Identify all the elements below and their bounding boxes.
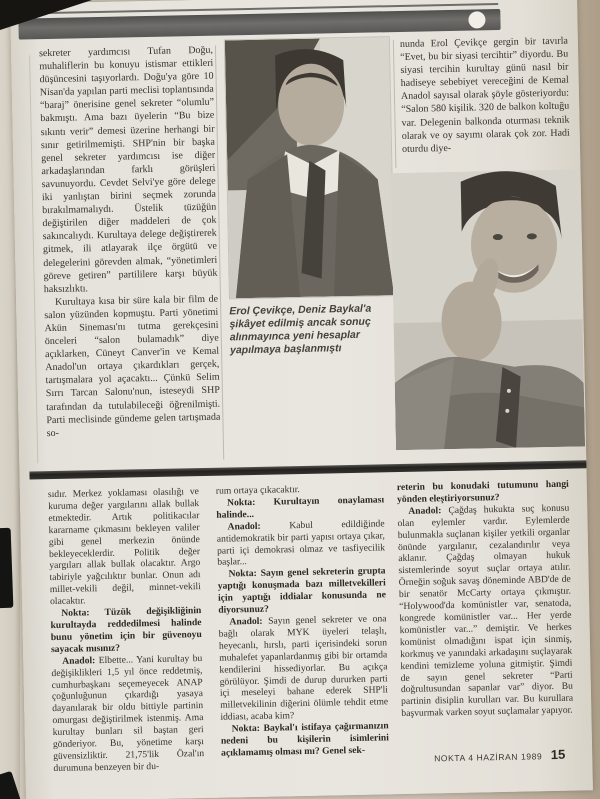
speaker-label: Anadol:: [227, 519, 290, 533]
speaker-label: Anadol:: [229, 615, 269, 628]
issue-date-label: NOKTA 4 HAZİRAN 1989: [434, 751, 543, 764]
paragraph: Nokta: Baykal'ı istifaya çağırmanızın nedeni bu kişilerin isimlerini açıklamamış olması mı? Genel sek-: [220, 720, 389, 759]
paragraph: Anadol: Kabul edildiğinde antidemokratik bir parti yapısı ortaya çıkar, parti içi demokrasi olmaz ve tasfiyecilik başlar...: [216, 518, 386, 569]
photo-caption: Erol Çevikçe, Deniz Baykal'a şikâyet edilmiş ancak sonuç alınmayınca yeni hesaplar yapılmaya başlanmıştı: [229, 302, 372, 357]
paragraph: sıdır. Merkez yoklaması olasılığı ve kuruma değer yargılarını allak bullak etmektedir. Artık politikacılar kararname çıkmasını bekleyen valiler gibi genel merkezin önünde bekleyeceklerdir. Politik değer yargıları allak bullak olacaktır. Argo tabiriyle yağcılıktır bunlar. Onun adı millet-vekili değil, minnet-vekili olacaktır.: [47, 486, 201, 608]
top-column-3: [400, 35, 570, 156]
speaker-label: Nokta:: [231, 722, 264, 735]
speaker-label: Nokta:: [227, 496, 274, 509]
page-body: [10, 0, 593, 799]
speaker-label: Anadol:: [408, 504, 449, 517]
paragraph: Nokta: Sayın genel sekreterin grupta yaptığı konuşmada bazı milletvekilleri için yaptığı iddialar konusunda ne diyorsunuz?: [217, 565, 387, 616]
paragraph: rum ortaya çıkacaktır.: [215, 484, 300, 497]
bottom-column-2: [216, 482, 389, 759]
portrait-image: [391, 169, 586, 450]
page-footer: [385, 746, 565, 768]
page-number: 15: [550, 746, 566, 763]
paragraph: reterin bu konudaki tutumunu hangi yönden eleştiriyorsunuz?: [396, 478, 569, 506]
column-rule: [393, 40, 397, 168]
paragraph: Kurultaya kısa bir süre kala bir film de salon yüzünden kopmuştu. Parti yönetimi Akün Sineması'nı tutma gerekçesini önceleri “salon bulamadık” diye açıklarken, Cüneyt Canver'in ve Kemal Anadol'un ortaya çıkardıkları gerçek, tartışmalara yol açacaktı... Çünkü Selim Sırrı Tarcan Salonu'nun, isteseydi SHP tarafından da tutulabileceği öğrenilmişti. Parti meclisinde gündeme gelen tartışmada so-: [44, 293, 221, 439]
header-band: [18, 9, 500, 40]
top-column-1: [39, 44, 221, 440]
bottom-column-1: [48, 486, 205, 775]
paragraph: sekreter yardımcısı Tufan Doğu, muhaliflerin bu konuyu istismar ettikleri düşüncesini taşıyorlardı. Doğu'ya göre 10 Nisan'da yapılan parti meclisi toplantısında “baraj” önerisine genel sekreter “olumlu” bakmıştı. Ama bazı üyelerin “Bu bize sıkıntı verir” demesi üzerine herhangi bir sınır getirilmemişti. SHP'nin bir başka genel sekreter yardımcısı ise diğer arkadaşlarından farklı görüşleri savunuyordu. Cevdet Selvi'ye göre delege iki yanlıştan birini seçmek zorunda bırakılmamalıydı. Üstelik tüzüğün değiştirilen diğer maddeleri de çok sakıncalıydı. Kurultaya delege değiştirerek gitmek, ili atlayarak ilçe örgütü ve delegelerini görevden almak, “yönetimleri göreve getiren” partililere karşı büyük haksızlıktı.: [38, 44, 218, 295]
speaker-label: Nokta:: [228, 568, 261, 580]
speaker-label: Nokta:: [61, 607, 105, 619]
page-crease: [29, 55, 38, 463]
paragraph: Anadol: Çağdaş hukukta suç konusu olan eylemler vardır. Eylemlerde bulunmakla suçlanan kişiler yetkili organlar önünde yargılanır, cezalandırılır veya aklanır. Çağdaş olmayan hukuk sistemlerinde soyut suçlar ortaya atılır. Örneğin soğuk savaş döneminde ABD'de de bir senatör McCarty ortaya çıkmıştır. “Holywood'da komünistler var, senatoda, kongrede komünistler var... Her yerde komünistler var...” demiştir. Ve herkes komünist olmadığını ispat için sinmiş, korkmuş ve yanındaki arkadaşını suçlayarak kendini temizleme yoluna gitmiştir. Şimdi de sayın genel sekreter “Parti doğrultusundan sapanlar var” diyor. Bu partinin disiplin kurulları var. Bu kurullara başvurmak varken soyut suçlamalar yapıyor.: [397, 502, 574, 720]
photo-erol-cevikce: [224, 36, 395, 299]
paragraph: Nokta: Tüzük değişikliğinin kurultayda reddedilmesi halinde bunu yönetim için bir güvenoyu sayacak mısınız?: [50, 605, 202, 655]
paragraph: Nokta: Kurultayın onaylaması halinde...: [216, 494, 385, 521]
photo-kemal-anadol: [391, 169, 586, 450]
paragraph: Anadol: Elbette... Yani kurultay bu değişiklikleri 1,5 yıl önce reddetmiş, cumhurbaşkanı seçemeyecek ANAP çoğunluğunun çıkardığı yasaya dayanılarak bir oldu bittiyle partinin omurgası değiştirilmek istenmiş. Ama kurultay bunları sil baştan geri gönderiyor. Bu, yönetime karşı güvensizliktir. 21,75'lik Özal'ın durumuna benzeyen bir du-: [51, 652, 205, 774]
section-divider-bar: [29, 460, 586, 479]
paragraph: nunda Erol Çevikçe gergin bir tavırla “Evet, bu bir siyasi tercihtir” diyordu. Bu siyasi tercihin kurultay günü nasıl bir hadiseye sebebiyet vereceğini de Kemal Anadol sayısal olarak şöyle gösteriyordu: “Salon 580 kişilik. 320 de balkon koltuğu var. Delegenin balkonda oturması teknik olarak ve oy sayımı olarak çok zor. Hadi oturdu diye-: [399, 35, 570, 155]
bottom-column-3: [397, 479, 574, 721]
portrait-image: [225, 37, 394, 298]
speaker-label: Anadol:: [62, 654, 99, 667]
paragraph: Anadol: Sayın genel sekreter ve ona bağlı olarak MYK üyeleri telaşlı, heyecanlı, hırslı, parti içerisindeki sorun muhalefet yapanlardanmış gibi bir ortamda kendilerini hissediyorlar. Bu açıkça görülüyor. Şimdi de durup dururken parti içi meseleyi bahane ederek SHP'li milletvekilinin diğerini ölümle tehdit etme iddiası, acaba kim?: [218, 613, 389, 723]
